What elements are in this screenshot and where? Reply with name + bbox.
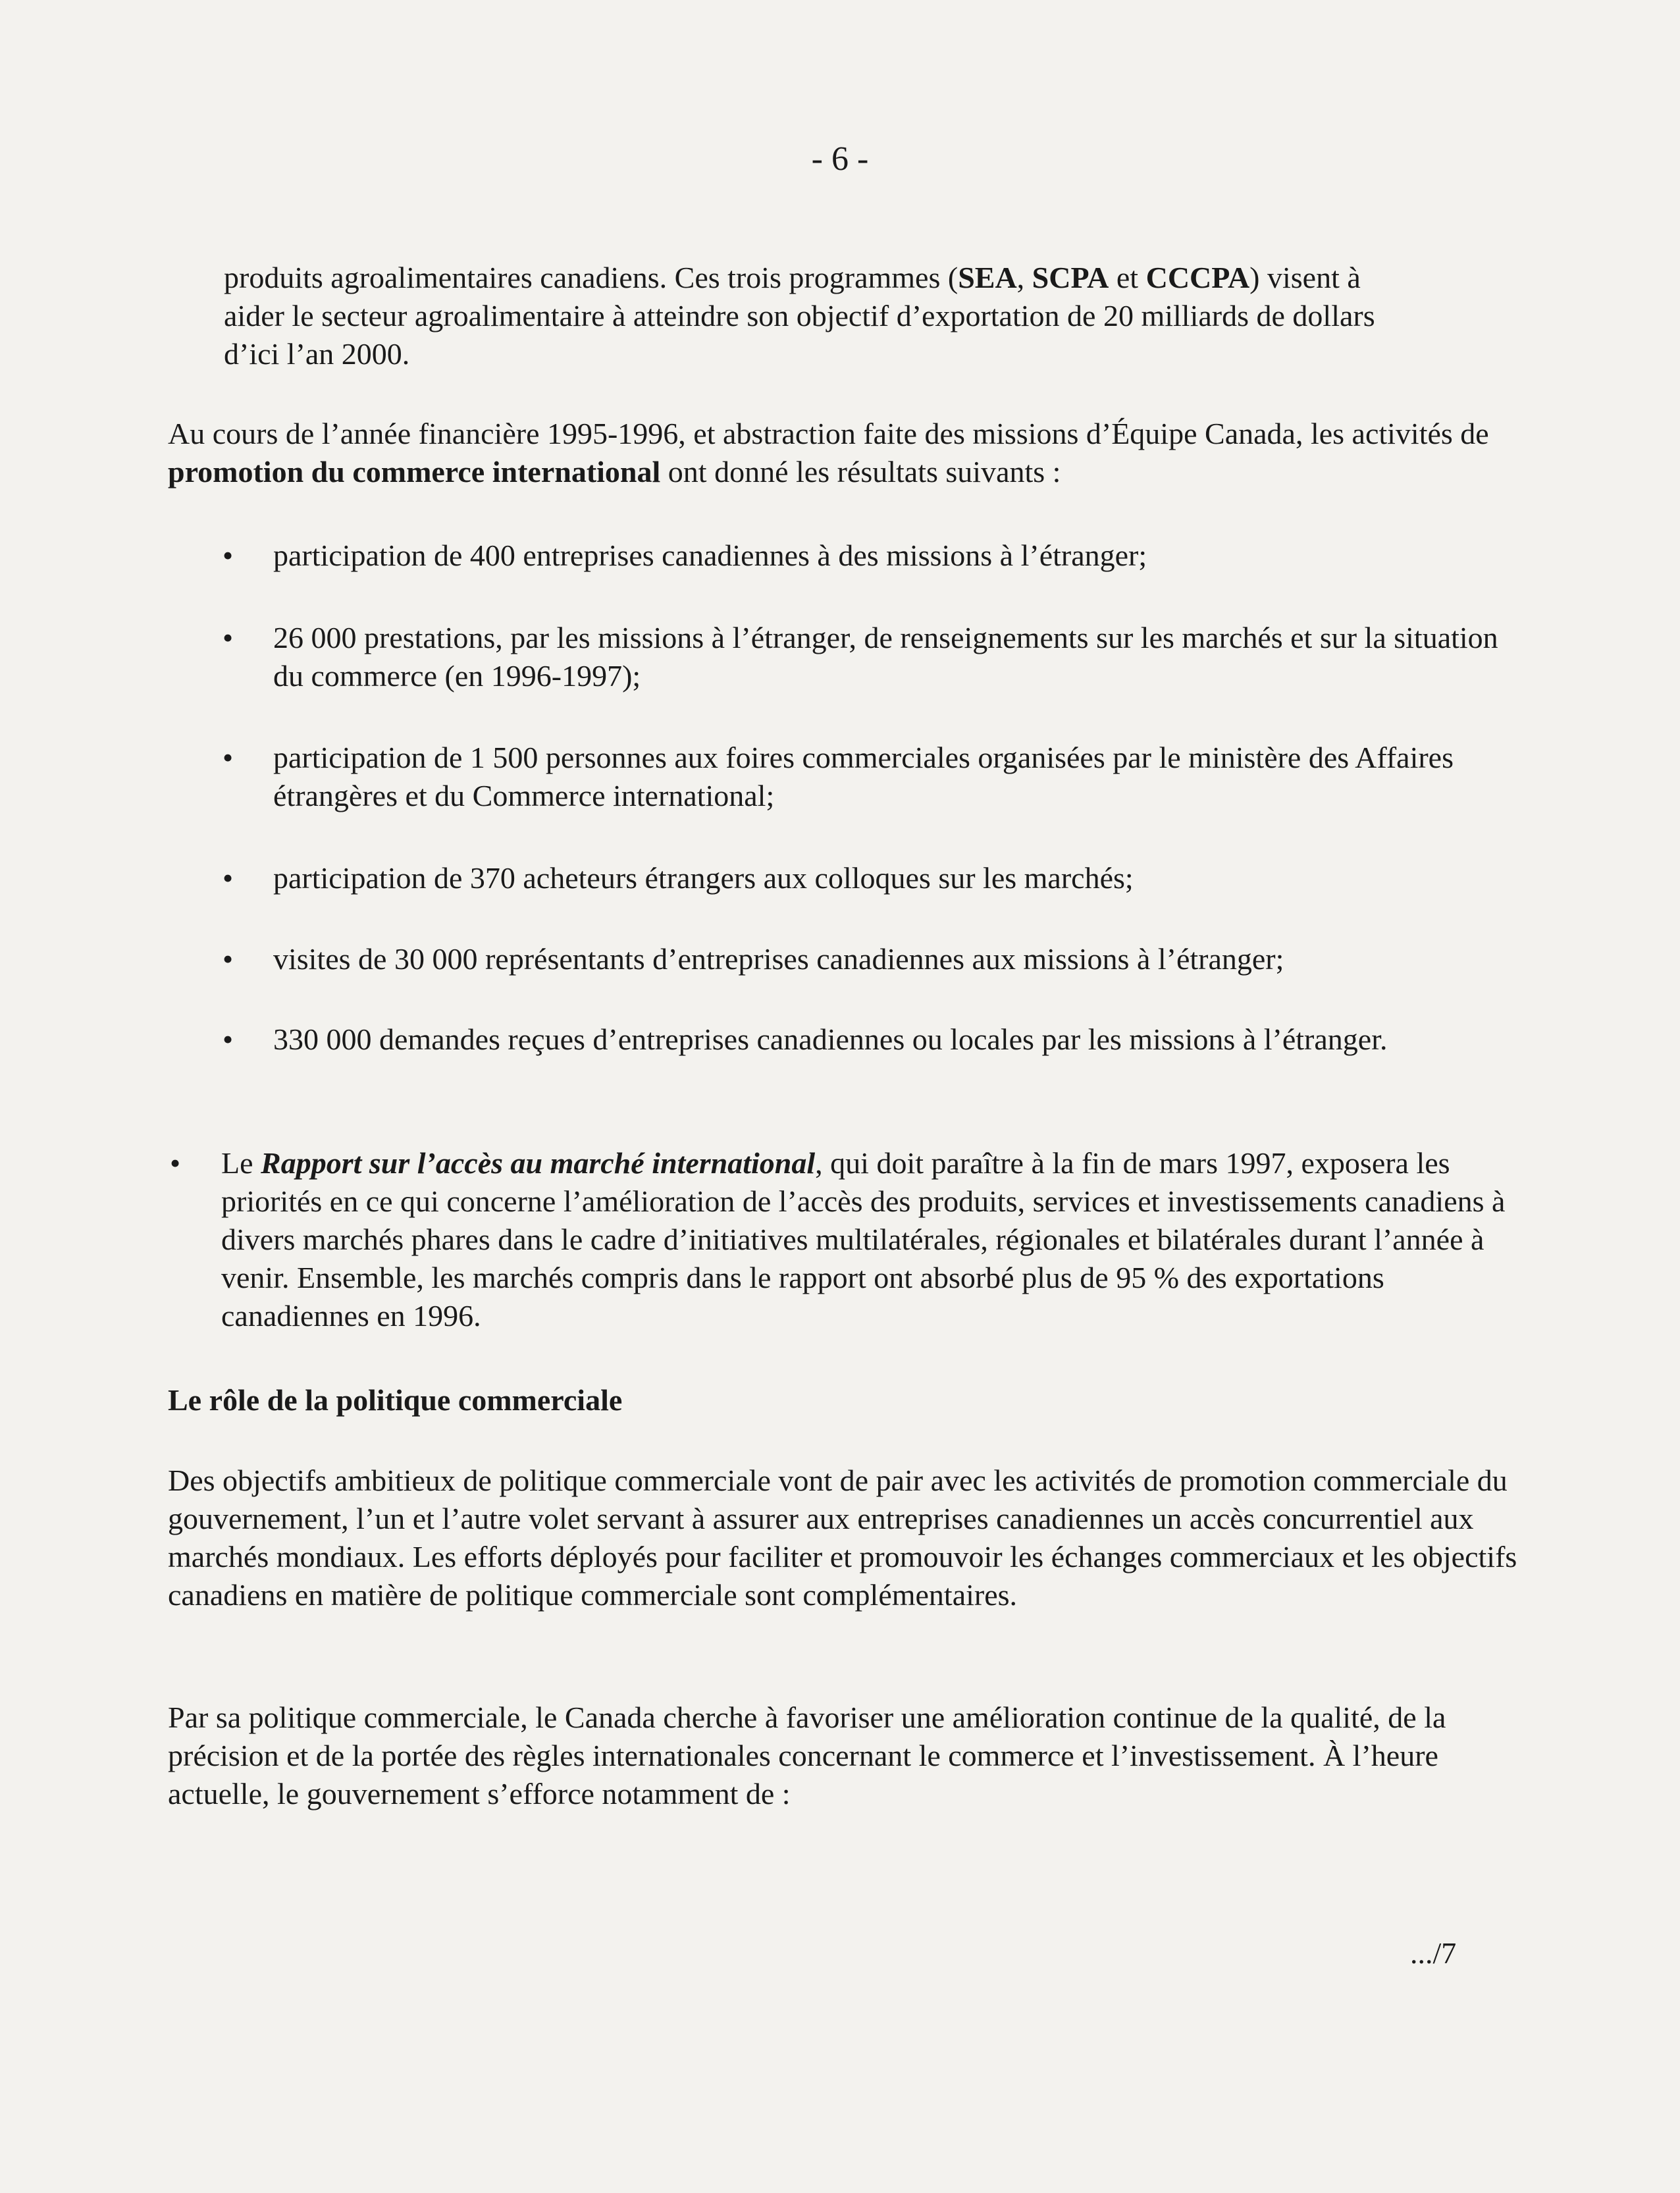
list-item: visites de 30 000 représentants d’entreprises canadiennes aux missions à l’étranger; <box>273 942 1284 976</box>
paragraph-agrifood-programs: produits agroalimentaires canadiens. Ces trois programmes (SEA, SCPA et CCCPA) visent à aider le secteur agroalimentaire à atteindre son objectif d’exportation de 20 milliards de dollars d’ici l’an 2000. <box>224 261 1375 371</box>
report-title: Rapport sur l’accès au marché international <box>261 1146 816 1180</box>
bullet-icon: • <box>223 741 234 774</box>
bullet-icon: • <box>223 942 234 976</box>
section-heading: Le rôle de la politique commerciale <box>168 1383 623 1417</box>
bold-trade-promotion: promotion du commerce international <box>168 455 661 489</box>
paragraph-market-access-report: Le Rapport sur l’accès au marché international, qui doit paraître à la fin de mars 1997, exposera les priorités en ce qui concerne l’amélioration de l’accès des produits, services et investissements canadiens à divers marchés phares dans le cadre d’initiatives multilatérales, régionales et bilatérales durant l’année à venir. Ensemble, les marchés compris dans le rapport ont absorbé plus de 95 % des exportations canadiennes en 1996. <box>221 1146 1506 1333</box>
list-item: 26 000 prestations, par les missions à l’étranger, de renseignements sur les marchés et sur la situation du commerce (en 1996-1997); <box>273 621 1498 693</box>
list-item: participation de 1 500 personnes aux foires commerciales organisées par le ministère des Affaires étrangères et du Commerce international; <box>273 741 1454 812</box>
paragraph-trade-policy-rules: Par sa politique commerciale, le Canada cherche à favoriser une amélioration continue de la qualité, de la précision et de la portée des règles internationales concernant le commerce et l’investissement. À l’heure actuelle, le gouvernement s’efforce notamment de : <box>168 1701 1446 1810</box>
paragraph-trade-policy-objectives: Des objectifs ambitieux de politique commerciale vont de pair avec les activités de promotion commerciale du gouvernement, l’un et l’autre volet servant à assurer aux entreprises canadiennes un accès concurrentiel aux marchés mondiaux. Les efforts déployés pour faciliter et promouvoir les échanges commerciaux et les objectifs canadiens en matière de politique commerciale sont complémentaires. <box>168 1464 1517 1612</box>
acronym-cccpa: CCCPA <box>1145 261 1250 294</box>
bullet-icon: • <box>223 621 234 654</box>
acronym-sea: SEA <box>958 261 1017 294</box>
bullet-icon: • <box>223 539 234 572</box>
acronym-scpa: SCPA <box>1032 261 1109 294</box>
continuation-marker: .../7 <box>1410 1936 1457 1970</box>
paragraph-fiscal-year-results: Au cours de l’année financière 1995-1996, et abstraction faite des missions d’Équipe Canada, les activités de promotion du commerce international ont donné les résultats suivants : <box>168 417 1489 489</box>
bullet-icon: • <box>170 1146 181 1180</box>
list-item: 330 000 demandes reçues d’entreprises canadiennes ou locales par les missions à l’étranger. <box>273 1022 1388 1056</box>
page-number: - 6 - <box>811 140 869 178</box>
bullet-icon: • <box>223 1022 234 1056</box>
bullet-icon: • <box>223 861 234 895</box>
list-item: participation de 370 acheteurs étrangers aux colloques sur les marchés; <box>273 861 1134 895</box>
list-item: participation de 400 entreprises canadiennes à des missions à l’étranger; <box>273 539 1147 572</box>
